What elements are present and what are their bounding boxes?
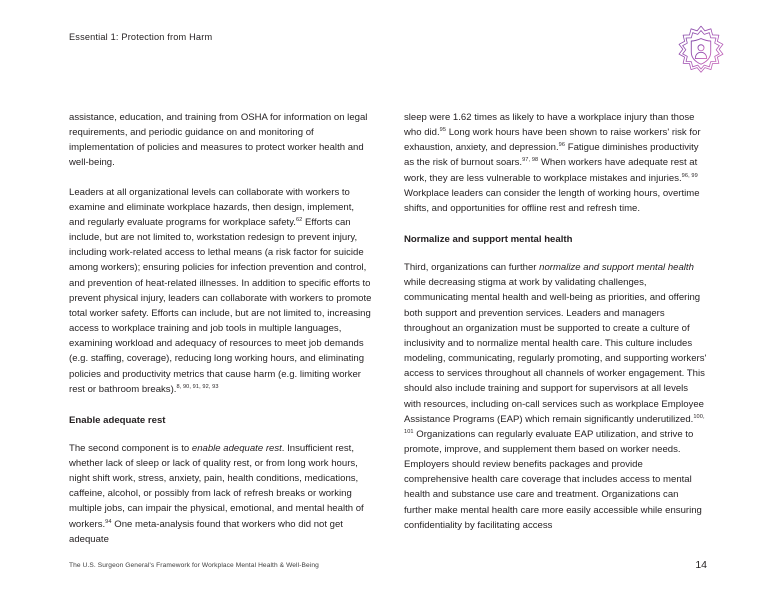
emphasis-text: normalize and support mental health	[539, 262, 694, 274]
paragraph	[404, 260, 707, 533]
paragraph	[69, 185, 372, 397]
reference-marker: 96, 99	[681, 172, 698, 179]
page-body-columns	[69, 110, 707, 550]
reference-marker: 94	[105, 518, 112, 525]
reference-marker: 96	[558, 142, 566, 149]
paragraph	[69, 110, 372, 171]
paragraph-text: assistance, education, and training from OSHA for information on legal requirements, and periodic guidance on and monitoring of implementation of policies and measures to protect worker health and well-being.	[69, 112, 368, 169]
paragraph	[69, 441, 372, 547]
reference-marker: 97, 98	[522, 157, 539, 164]
paragraph-text: sleep were 1.62 times as likely to have a workplace injury than those who did.	[404, 112, 695, 139]
paragraph-text: One meta-analysis found that workers who did not get adequate	[69, 518, 343, 545]
paragraph-text: Organizations can regularly evaluate EAP utilization, and strive to promote, improve, and supplement them based on worker needs. Employers should review benefits packages and provide comprehensive health care coverage that includes access to mental health and substance use care and treatment. Organizations can further make mental health care more easily accessible while ensuring confidentiality by facilitating access	[404, 428, 702, 531]
reference-marker: 8, 90, 91, 92, 93	[176, 383, 219, 390]
emphasis-text: enable adequate rest	[191, 442, 282, 454]
paragraph-text: . Insufficient rest, whether lack of sleep or lack of quality rest, or from long work hours, night shift work, stress, anxiety, pain, health conditions, medications, caffeine, alcohol, or possibly from lack of refresh breaks or working multiple jobs, can impair the physical, emotional, and mental health of workers.	[69, 442, 364, 530]
person-in-shield-starburst-icon	[674, 24, 728, 78]
left-column	[69, 110, 372, 550]
running-head: Essential 1: Protection from Harm	[69, 32, 213, 42]
paragraph-text: The second component is to	[69, 442, 192, 454]
page-number: 14	[695, 559, 707, 571]
page-header	[69, 32, 707, 94]
paragraph-text: When workers have adequate rest at work, they are less vulnerable to workplace mistakes and injuries.	[404, 157, 698, 184]
reference-marker: 62	[295, 216, 303, 223]
paragraph-text: Third, organizations can further	[404, 262, 540, 274]
paragraph	[404, 110, 707, 216]
page-footer	[69, 554, 707, 576]
paragraph-text: Leaders at all organizational levels can collaborate with workers to examine and eliminate workplace hazards, then design, implement, and regularly evaluate programs for workplace safety.	[69, 186, 355, 228]
paragraph-text: Fatigue diminishes productivity as the risk of burnout soars.	[404, 142, 699, 169]
reference-marker: 95	[439, 127, 447, 134]
footer-document-title: The U.S. Surgeon General's Framework for Workplace Mental Health & Well-Being	[69, 561, 319, 569]
reference-marker: 100, 101	[404, 413, 705, 435]
section-heading-normalize-and-support-mental-health: Normalize and support mental health	[404, 234, 573, 246]
paragraph-text: Efforts can include, but are not limited to, workstation redesign to prevent injury, including work-related access to lethal means (a risk factor for suicide among workers); ensuring policies for infection prevention and control, and prevention of heat-related illnesses. In addition to specific efforts to prevent physical injury, leaders can collaborate with workers to promote total worker safety. Efforts can include, but are not limited to, increasing access to workplace training and job tools in multiple languages, examining workload and adequacy of resources to meet job demands (e.g. staffing, coverage), reducing long working hours, and eliminating policies and productivity metrics that cause harm (e.g. limiting worker rest or bathroom breaks).	[69, 216, 372, 395]
paragraph-text: Workplace leaders can consider the length of working hours, overtime shifts, and opportunities for offline rest and refresh time.	[404, 187, 700, 214]
section-heading-enable-adequate-rest: Enable adequate rest	[69, 414, 166, 426]
right-column	[404, 110, 707, 550]
paragraph-text: Long work hours have been shown to raise workers' risk for exhaustion, anxiety, and depression.	[404, 127, 701, 154]
paragraph-text: while decreasing stigma at work by validating challenges, communicating mental health and well-being as priorities, and offering both support and prevention services. Leaders and managers throughout an organization must be supported to create a culture of inclusivity and to normalize mental health care. This culture includes modeling, communicating, regularly promoting, and supporting workers' access to services throughout all channels of worker engagement. This should also include training and support for supervisors at all levels with resources, including on-call services such as workplace Employee Assistance Programs (EAP) which remain significantly underutilized.	[404, 277, 707, 425]
